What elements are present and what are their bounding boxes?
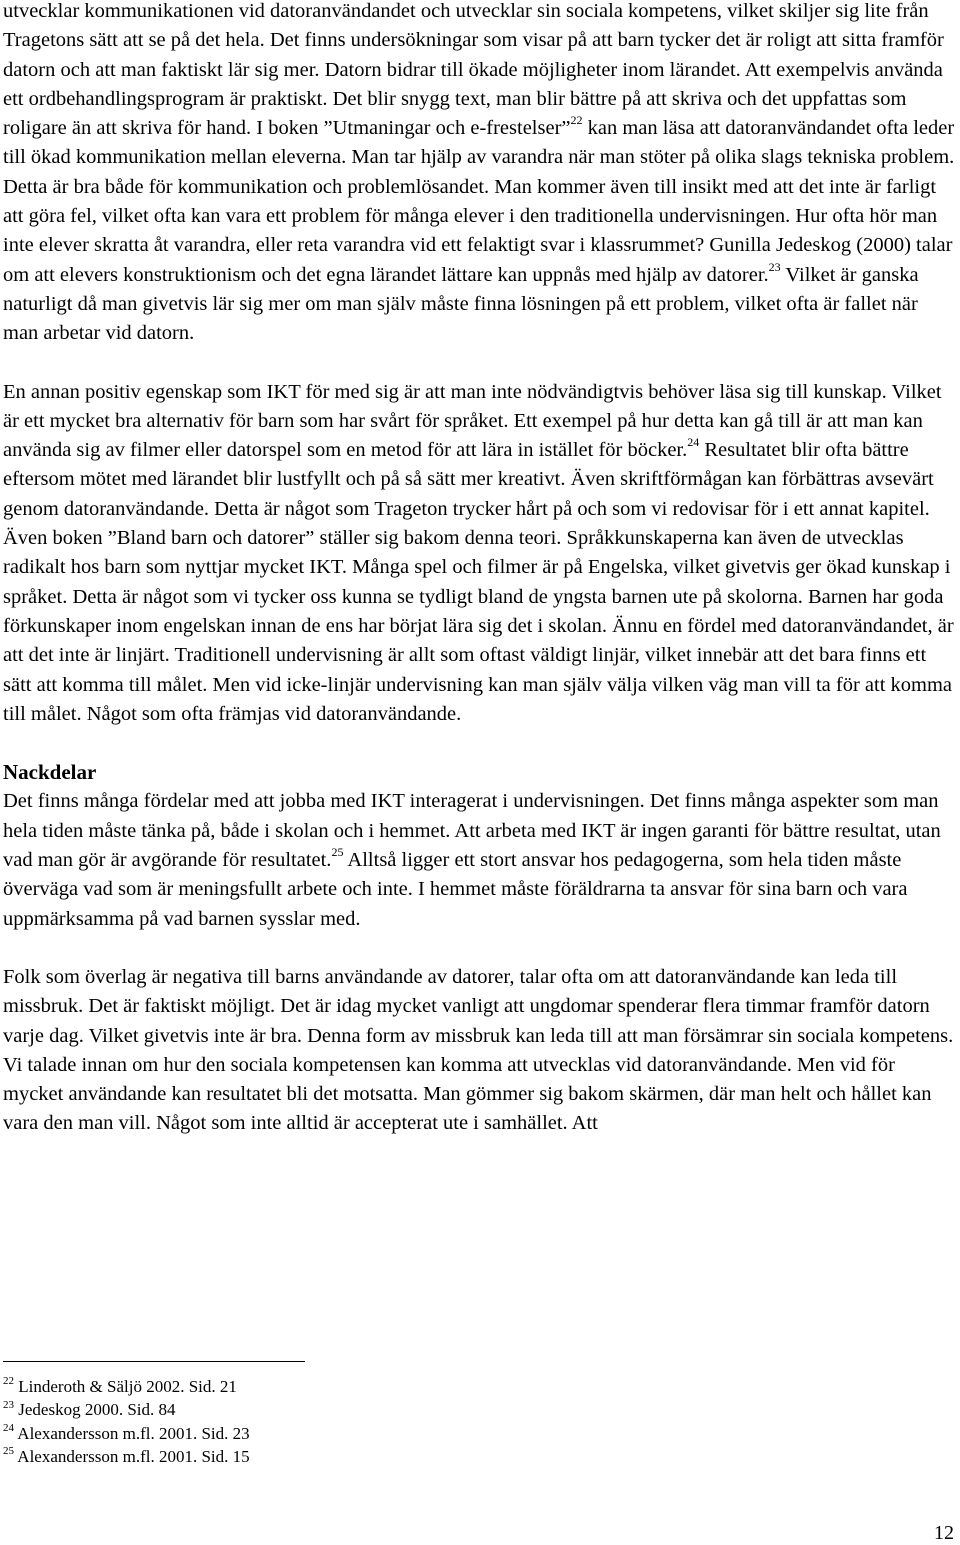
- footnote: [3, 1445, 250, 1468]
- footnote-number: 24: [3, 1421, 14, 1434]
- document-page: [3, 0, 955, 1139]
- footnote: [3, 1422, 250, 1445]
- page-number: 12: [934, 1522, 954, 1544]
- paragraph-text: Det finns många fördelar med att jobba med IKT interagerat i undervisningen. Det finns många aspekter som man hela tiden måste tänka på, både i skolan och i hemmet. Att arbeta med IKT är ingen garanti för bättre resultat, utan vad man gör är avgörande för resultatet.: [3, 790, 941, 872]
- footnote-ref-23[interactable]: 23: [768, 259, 781, 274]
- footnote-ref-25[interactable]: 25: [331, 845, 344, 860]
- footnote: [3, 1398, 250, 1421]
- footnote-text: Alexandersson m.fl. 2001. Sid. 23: [14, 1423, 250, 1443]
- footnote-ref-22[interactable]: 22: [570, 113, 583, 128]
- body-paragraph-2: [3, 378, 955, 730]
- footnote-number: 25: [3, 1445, 14, 1458]
- paragraph-text: Folk som överlag är negativa till barns användande av datorer, talar ofta om att datoranvändande kan leda till missbruk. Det är faktiskt möjligt. Det är idag mycket vanligt att ungdomar spenderar flera timmar framför datorn varje dag. Vilket givetvis inte är bra. Denna form av missbruk kan leda till att man försämrar sin sociala kompetens. Vi talade innan om hur den sociala kompetensen kan komma att utvecklas vid datoranvändande. Men vid för mycket användande kan resultatet bli det motsatta. Man gömmer sig bakom skärmen, där man helt och hållet kan vara den man vill. Något som inte alltid är accepterat ute i samhället. Att: [3, 965, 954, 1135]
- footnote: [3, 1375, 250, 1398]
- body-paragraph-4: [3, 963, 955, 1139]
- paragraph-text: Vilket är ganska naturligt då man givetvis lär sig mer om man själv måste finna lösningen på ett problem, vilket ofta är fallet när man arbetar vid datorn.: [3, 263, 919, 345]
- body-paragraph-1: [3, 0, 955, 349]
- footnotes: [3, 1375, 250, 1468]
- body-paragraph-3: [3, 787, 955, 933]
- footnote-separator: [3, 1361, 305, 1362]
- footnote-number: 23: [3, 1398, 14, 1411]
- footnote-number: 22: [3, 1375, 14, 1388]
- paragraph-text: utvecklar kommunikationen vid datoranvändandet och utvecklar sin sociala kompetens, vilket skiljer sig lite från Tragetons sätt att se på det hela. Det finns undersökningar som visar på att barn tycker det är roligt att sitta framför datorn och att man faktiskt lär sig mer. Datorn bidrar till ökade möjligheter inom lärandet. Att exempelvis använda ett ordbehandlingsprogram är praktiskt. Det blir snygg text, man blir bättre på att skriva och det uppfattas som roligare än att skriva för hand. I boken ”Utmaningar och e-frestelser”: [3, 0, 944, 140]
- paragraph-text: Alltså ligger ett stort ansvar hos pedagogerna, som hela tiden måste överväga vad som är meningsfullt arbete och inte. I hemmet måste föräldrarna ta ansvar för sina barn och vara uppmärksamma på vad barnen sysslar med.: [3, 849, 908, 930]
- footnote-text: Jedeskog 2000. Sid. 84: [14, 1400, 176, 1420]
- paragraph-text: En annan positiv egenskap som IKT för med sig är att man inte nödvändigtvis behöver läsa sig till kunskap. Vilket är ett mycket bra alternativ för barn som har svårt för språket. Ett exempel på hur detta kan gå till är att man kan använda sig av filmer eller datorspel som en metod för att lära in istället för böcker.: [3, 380, 942, 462]
- paragraph-text: kan man läsa att datoranvändandet ofta leder till ökad kommunikation mellan eleverna. Man tar hjälp av varandra när man stöter på olika slags tekniska problem. Detta är bra både för kommunikation och problemlösandet. Man kommer även till insikt med att det inte är farligt att göra fel, vilket ofta kan vara ett problem för många elever i den traditionella undervisningen. Hur ofta hör man inte elever skratta åt varandra, eller reta varandra vid ett felaktigt svar i klassrummet? Gunilla Jedeskog (2000) talar om att elevers konstruktionism och det egna lärandet lättare kan uppnås med hjälp av datorer.: [3, 117, 955, 286]
- footnote-text: Linderoth & Säljö 2002. Sid. 21: [14, 1377, 237, 1396]
- footnote-ref-24[interactable]: 24: [687, 435, 700, 450]
- footnote-text: Alexandersson m.fl. 2001. Sid. 15: [14, 1446, 250, 1466]
- section-heading: Nackdelar: [3, 760, 97, 785]
- paragraph-text: Resultatet blir ofta bättre eftersom mötet med lärandet blir lustfyllt och på så sätt mer kreativt. Även skriftförmågan kan förbättras avsevärt genom datoranvändande. Detta är något som Trageton trycker hårt på och som vi redovisar för i ett annat kapitel. Även boken ”Bland barn och datorer” ställer sig bakom denna teori. Språkkunskaperna kan även de utvecklas radikalt hos barn som nyttjar mycket IKT. Många spel och filmer är på Engelska, vilket givetvis ger ökad kunskap i språket. Detta är något som vi tycker oss kunna se tydligt bland de yngsta barnen ute på skolorna. Barnen har goda förkunskaper inom engelskan innan de ens har börjat lära sig det i skolan. Ännu en fördel med datoranvändandet, är att det inte är linjärt. Traditionell undervisning är allt som oftast väldigt linjär, vilket innebär att det bara finns ett sätt att komma till målet. Men vid icke-linjär undervisning kan man själv välja vilken väg man vill ta för att komma till målet. Något som ofta främjas vid datoranvändande.: [3, 439, 954, 725]
